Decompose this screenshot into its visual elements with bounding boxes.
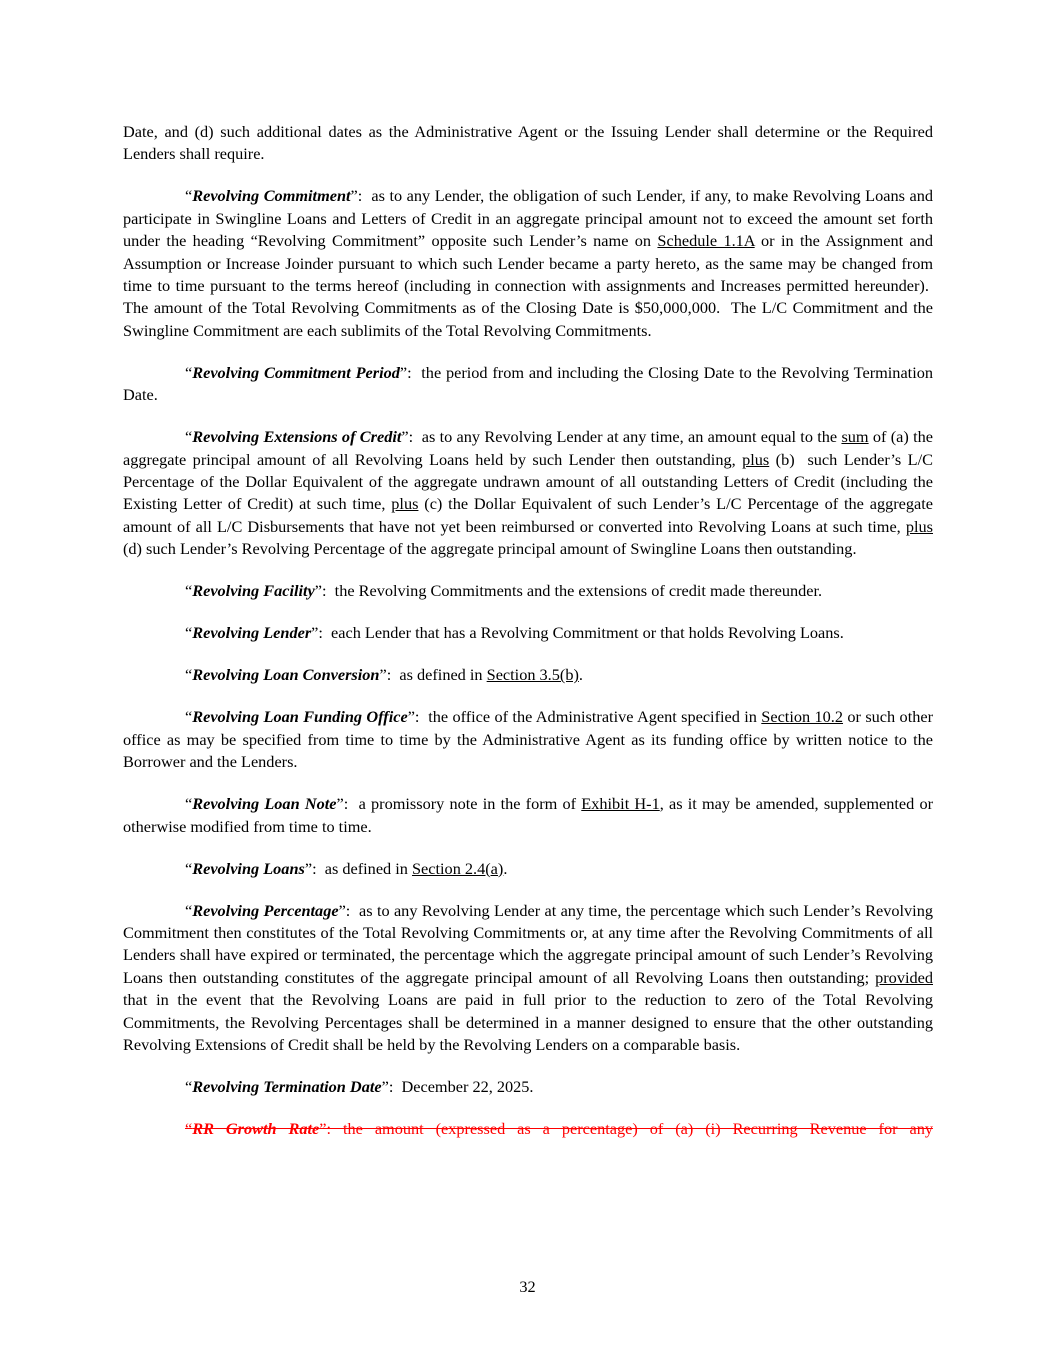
text-segment: ”: each Lender that has a Revolving Commitment or that holds Revolving Loans. [311, 623, 844, 643]
text-segment: Date, and (d) such additional dates as the Administrative Agent or the Issuing Lender shall determine or the Required Lenders shall require. [123, 122, 933, 164]
paragraph [123, 426, 933, 560]
text-segment: . [578, 665, 583, 685]
text-segment: . [503, 858, 508, 878]
paragraph [123, 664, 933, 686]
text-segment: “ [185, 900, 193, 920]
text-segment: Revolving Extensions of Credit [192, 427, 402, 447]
text-segment: (b) such Lender’s L/C Percentage of the Dollar Equivalent of the aggregate undrawn amount of all outstanding Letters of Credit (including the Existing Letter of Credit) at such time, [123, 449, 933, 514]
text-segment: or in the Assignment and Assumption or Increase Joinder pursuant to which such Lender became a party hereto, as the same may be changed from time to time pursuant to the terms hereof (including in connection with assignments and Increases permitted hereunder). The amount of the Total Revolving Commitments as of the Closing Date is $50,000,000. The L/C Commitment and the Swingline Commitment are each sublimits of the Total Revolving Commitments. [123, 231, 933, 340]
text-segment: Revolving Loan Conversion [192, 665, 380, 685]
text-segment: “ [185, 362, 193, 382]
text-segment: “ [185, 665, 193, 685]
text-segment: Schedule 1.1A [657, 231, 755, 251]
text-segment: plus [742, 449, 770, 469]
text-segment: Section 2.4(a) [412, 858, 504, 878]
text-segment: Revolving Loans [192, 858, 305, 878]
paragraph [123, 900, 933, 1057]
text-segment: ”: as defined in [379, 665, 487, 685]
text-segment: Revolving Percentage [192, 900, 339, 920]
text-segment: RR Growth Rate [192, 1118, 320, 1138]
text-segment: “ [185, 707, 193, 727]
text-segment: Section 3.5(b) [486, 665, 579, 685]
page-number: 32 [519, 1277, 536, 1296]
text-segment: ”: as to any Lender, the obligation of such Lender, if any, to make Revolving Loans and participate in Swingline Loans and Letters of Credit in an aggregate principal amount not to exceed the amount set forth under the heading “Revolving Commitment” opposite such Lender’s name on [123, 186, 933, 251]
text-segment: ”: the amount (expressed as a percentage) of (a) (i) Recurring Revenue for any [319, 1118, 933, 1138]
text-segment: (c) the Dollar Equivalent of such Lender’s L/C Percentage of the aggregate amount of all L/C Disbursements that have not yet been reimbursed or converted into Revolving Loans at such time, [123, 494, 933, 536]
text-segment: provided [875, 967, 933, 987]
paragraph [123, 793, 933, 838]
text-segment: “ [185, 794, 193, 814]
paragraph [123, 185, 933, 342]
paragraph [123, 1076, 933, 1098]
text-segment: Revolving Commitment [192, 186, 351, 206]
text-segment: or such other office as may be specified from time to time by the Administrative Agent as its funding office by written notice to the Borrower and the Lenders. [123, 707, 934, 772]
text-segment: Revolving Lender [192, 623, 312, 643]
text-segment: of (a) the aggregate principal amount of all Revolving Loans held by such Lender then outstanding, [123, 427, 933, 469]
text-segment: plus [905, 516, 933, 536]
text-segment: “ [185, 186, 193, 206]
text-segment: Revolving Commitment Period [192, 362, 400, 382]
text-segment: ”: the office of the Administrative Agent specified in [407, 707, 762, 727]
paragraph [123, 858, 933, 880]
text-segment: “ [185, 581, 193, 601]
text-segment: Revolving Termination Date [192, 1076, 382, 1096]
text-segment: ”: December 22, 2025. [381, 1076, 534, 1096]
paragraph [123, 622, 933, 644]
text-segment: sum [841, 427, 869, 447]
text-segment: that in the event that the Revolving Loans are paid in full prior to the reduction to zero of the Total Revolving Commitments, the Revolving Percentages shall be determined in a manner designed to ensure that the other outstanding Revolving Extensions of Credit shall be held by the Revolving Lenders on a comparable basis. [123, 990, 933, 1054]
paragraph [123, 1118, 933, 1140]
text-segment: (d) such Lender’s Revolving Percentage of the aggregate principal amount of Swingline Loans then outstanding. [123, 539, 857, 559]
document-body [123, 121, 933, 1160]
text-segment: , as it may be amended, supplemented or otherwise modified from time to time. [123, 794, 934, 836]
text-segment: ”: the period from and including the Closing Date to the Revolving Termination Date. [123, 362, 933, 405]
text-segment: ”: as to any Revolving Lender at any time, an amount equal to the [401, 427, 842, 447]
text-segment: ”: as to any Revolving Lender at any time, the percentage which such Lender’s Revolving Commitment then constitutes of the Total Revolving Commitments or, at any time after the Revolving Commitments of all Lenders shall have expired or terminated, the percentage which the aggregate principal amount of such Lender’s Revolving Loans then outstanding constitutes of the aggregate principal amount of all Revolving Loans then outstanding; [123, 900, 933, 987]
paragraph [123, 121, 933, 166]
text-segment: “ [185, 427, 193, 447]
text-segment: Section 10.2 [761, 707, 844, 727]
text-segment: “ [185, 858, 193, 878]
text-segment: “ [185, 1118, 193, 1138]
text-segment: Revolving Loan Note [192, 794, 337, 814]
text-segment: Exhibit H-1 [581, 794, 660, 814]
text-segment: ”: as defined in [304, 858, 412, 878]
text-segment: plus [391, 494, 419, 514]
text-segment: Revolving Facility [192, 581, 315, 601]
paragraph [123, 706, 933, 773]
text-segment: ”: a promissory note in the form of [336, 794, 582, 814]
text-segment: “ [185, 623, 193, 643]
text-segment: “ [185, 1076, 193, 1096]
paragraph [123, 580, 933, 602]
paragraph [123, 362, 933, 407]
text-segment: ”: the Revolving Commitments and the extensions of credit made thereunder. [314, 581, 823, 601]
text-segment: Revolving Loan Funding Office [192, 707, 408, 727]
